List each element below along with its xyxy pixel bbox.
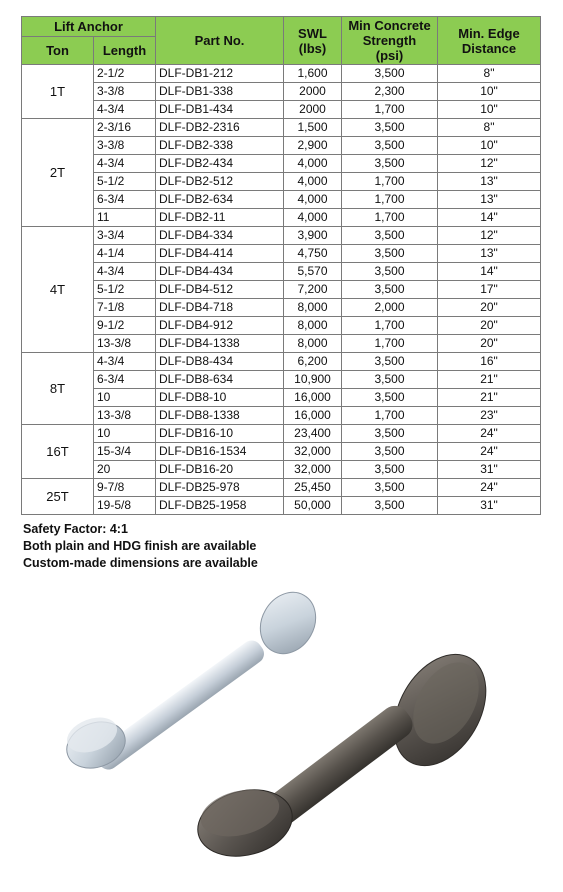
edge-distance-cell: 16" bbox=[438, 353, 541, 371]
edge-distance-cell: 20" bbox=[438, 317, 541, 335]
length-cell: 10 bbox=[94, 425, 156, 443]
edge-distance-cell: 8" bbox=[438, 65, 541, 83]
edge-distance-cell: 24" bbox=[438, 425, 541, 443]
part-no-cell: DLF-DB8-634 bbox=[156, 371, 284, 389]
safety-factor-note: Safety Factor: 4:1 bbox=[23, 522, 128, 536]
length-cell: 3-3/8 bbox=[94, 137, 156, 155]
concrete-strength-cell: 3,500 bbox=[342, 227, 438, 245]
edge-distance-cell: 31" bbox=[438, 497, 541, 515]
table-row bbox=[22, 65, 541, 83]
part-no-cell: DLF-DB1-338 bbox=[156, 83, 284, 101]
swl-header: SWL (lbs) bbox=[284, 17, 342, 65]
part-no-cell: DLF-DB2-338 bbox=[156, 137, 284, 155]
edge-distance-cell: 23" bbox=[438, 407, 541, 425]
length-cell: 7-1/8 bbox=[94, 299, 156, 317]
table-row bbox=[22, 317, 541, 335]
edge-distance-cell: 20" bbox=[438, 299, 541, 317]
part-no-cell: DLF-DB25-1958 bbox=[156, 497, 284, 515]
length-cell: 4-1/4 bbox=[94, 245, 156, 263]
swl-cell: 8,000 bbox=[284, 299, 342, 317]
length-cell: 10 bbox=[94, 389, 156, 407]
concrete-strength-cell: 1,700 bbox=[342, 335, 438, 353]
table-row bbox=[22, 371, 541, 389]
length-cell: 5-1/2 bbox=[94, 173, 156, 191]
table-row bbox=[22, 245, 541, 263]
part-no-header: Part No. bbox=[156, 17, 284, 65]
concrete-strength-cell: 3,500 bbox=[342, 281, 438, 299]
part-no-cell: DLF-DB16-10 bbox=[156, 425, 284, 443]
part-no-cell: DLF-DB4-912 bbox=[156, 317, 284, 335]
length-cell: 6-3/4 bbox=[94, 371, 156, 389]
swl-cell: 8,000 bbox=[284, 335, 342, 353]
edge-distance-cell: 24" bbox=[438, 479, 541, 497]
concrete-strength-cell: 1,700 bbox=[342, 173, 438, 191]
table-row bbox=[22, 173, 541, 191]
ton-cell: 2T bbox=[22, 119, 94, 227]
swl-cell: 1,600 bbox=[284, 65, 342, 83]
galvanized-anchor bbox=[60, 585, 326, 776]
concrete-strength-cell: 2,000 bbox=[342, 299, 438, 317]
part-no-cell: DLF-DB8-434 bbox=[156, 353, 284, 371]
length-cell: 9-7/8 bbox=[94, 479, 156, 497]
ton-cell: 16T bbox=[22, 425, 94, 479]
swl-cell: 2,900 bbox=[284, 137, 342, 155]
swl-cell: 16,000 bbox=[284, 407, 342, 425]
part-no-cell: DLF-DB4-334 bbox=[156, 227, 284, 245]
swl-cell: 7,200 bbox=[284, 281, 342, 299]
swl-cell: 3,900 bbox=[284, 227, 342, 245]
length-cell: 19-5/8 bbox=[94, 497, 156, 515]
table-body bbox=[22, 65, 541, 515]
edge-distance-cell: 12" bbox=[438, 155, 541, 173]
table-row bbox=[22, 443, 541, 461]
length-header: Length bbox=[94, 37, 156, 65]
ton-cell: 25T bbox=[22, 479, 94, 515]
swl-cell: 4,000 bbox=[284, 191, 342, 209]
swl-cell: 2000 bbox=[284, 83, 342, 101]
part-no-cell: DLF-DB8-10 bbox=[156, 389, 284, 407]
length-cell: 3-3/8 bbox=[94, 83, 156, 101]
table-row bbox=[22, 497, 541, 515]
min-concrete-strength-header: Min Concrete Strength (psi) bbox=[342, 17, 438, 65]
table-row bbox=[22, 209, 541, 227]
concrete-strength-cell: 3,500 bbox=[342, 137, 438, 155]
part-no-cell: DLF-DB2-512 bbox=[156, 173, 284, 191]
swl-cell: 1,500 bbox=[284, 119, 342, 137]
concrete-strength-cell: 3,500 bbox=[342, 245, 438, 263]
concrete-strength-cell: 1,700 bbox=[342, 317, 438, 335]
min-edge-distance-header: Min. Edge Distance bbox=[438, 17, 541, 65]
edge-distance-cell: 13" bbox=[438, 173, 541, 191]
edge-distance-cell: 13" bbox=[438, 191, 541, 209]
table-row bbox=[22, 191, 541, 209]
part-no-cell: DLF-DB4-1338 bbox=[156, 335, 284, 353]
part-no-cell: DLF-DB4-434 bbox=[156, 263, 284, 281]
edge-distance-cell: 31" bbox=[438, 461, 541, 479]
part-no-cell: DLF-DB2-434 bbox=[156, 155, 284, 173]
table-row bbox=[22, 155, 541, 173]
table-row bbox=[22, 119, 541, 137]
edge-distance-cell: 14" bbox=[438, 209, 541, 227]
part-no-cell: DLF-DB8-1338 bbox=[156, 407, 284, 425]
concrete-strength-cell: 3,500 bbox=[342, 443, 438, 461]
edge-distance-cell: 10" bbox=[438, 83, 541, 101]
concrete-strength-cell: 3,500 bbox=[342, 389, 438, 407]
table-row bbox=[22, 227, 541, 245]
length-cell: 2-3/16 bbox=[94, 119, 156, 137]
table-row bbox=[22, 335, 541, 353]
table-row bbox=[22, 407, 541, 425]
table-row bbox=[22, 389, 541, 407]
swl-cell: 16,000 bbox=[284, 389, 342, 407]
edge-distance-cell: 21" bbox=[438, 371, 541, 389]
swl-cell: 8,000 bbox=[284, 317, 342, 335]
part-no-cell: DLF-DB2-634 bbox=[156, 191, 284, 209]
table-row bbox=[22, 83, 541, 101]
part-no-cell: DLF-DB1-434 bbox=[156, 101, 284, 119]
concrete-strength-cell: 3,500 bbox=[342, 371, 438, 389]
swl-cell: 32,000 bbox=[284, 443, 342, 461]
concrete-strength-cell: 3,500 bbox=[342, 65, 438, 83]
length-cell: 9-1/2 bbox=[94, 317, 156, 335]
swl-cell: 50,000 bbox=[284, 497, 342, 515]
concrete-strength-cell: 3,500 bbox=[342, 461, 438, 479]
table-row bbox=[22, 299, 541, 317]
swl-cell: 6,200 bbox=[284, 353, 342, 371]
length-cell: 15-3/4 bbox=[94, 443, 156, 461]
concrete-strength-cell: 1,700 bbox=[342, 407, 438, 425]
ton-cell: 8T bbox=[22, 353, 94, 425]
custom-dimensions-note: Custom-made dimensions are available bbox=[23, 556, 258, 570]
lift-anchor-header: Lift Anchor bbox=[22, 17, 156, 37]
swl-cell: 2000 bbox=[284, 101, 342, 119]
concrete-strength-cell: 2,300 bbox=[342, 83, 438, 101]
edge-distance-cell: 8" bbox=[438, 119, 541, 137]
part-no-cell: DLF-DB1-212 bbox=[156, 65, 284, 83]
swl-cell: 32,000 bbox=[284, 461, 342, 479]
swl-cell: 4,000 bbox=[284, 209, 342, 227]
table-row bbox=[22, 479, 541, 497]
length-cell: 4-3/4 bbox=[94, 155, 156, 173]
length-cell: 13-3/8 bbox=[94, 335, 156, 353]
edge-distance-cell: 24" bbox=[438, 443, 541, 461]
ton-cell: 1T bbox=[22, 65, 94, 119]
table-row bbox=[22, 425, 541, 443]
edge-distance-cell: 12" bbox=[438, 227, 541, 245]
edge-distance-cell: 10" bbox=[438, 137, 541, 155]
part-no-cell: DLF-DB4-718 bbox=[156, 299, 284, 317]
concrete-strength-cell: 3,500 bbox=[342, 119, 438, 137]
finish-note: Both plain and HDG finish are available bbox=[23, 539, 257, 553]
table-row bbox=[22, 281, 541, 299]
concrete-strength-cell: 3,500 bbox=[342, 425, 438, 443]
edge-distance-cell: 10" bbox=[438, 101, 541, 119]
part-no-cell: DLF-DB4-414 bbox=[156, 245, 284, 263]
length-cell: 2-1/2 bbox=[94, 65, 156, 83]
concrete-strength-cell: 1,700 bbox=[342, 191, 438, 209]
edge-distance-cell: 14" bbox=[438, 263, 541, 281]
table-row bbox=[22, 263, 541, 281]
edge-distance-cell: 13" bbox=[438, 245, 541, 263]
length-cell: 3-3/4 bbox=[94, 227, 156, 245]
concrete-strength-cell: 3,500 bbox=[342, 479, 438, 497]
edge-distance-cell: 20" bbox=[438, 335, 541, 353]
ton-cell: 4T bbox=[22, 227, 94, 353]
concrete-strength-cell: 1,700 bbox=[342, 101, 438, 119]
swl-cell: 4,750 bbox=[284, 245, 342, 263]
concrete-strength-cell: 3,500 bbox=[342, 263, 438, 281]
length-cell: 6-3/4 bbox=[94, 191, 156, 209]
length-cell: 4-3/4 bbox=[94, 263, 156, 281]
swl-cell: 4,000 bbox=[284, 155, 342, 173]
concrete-strength-cell: 3,500 bbox=[342, 155, 438, 173]
table-row bbox=[22, 137, 541, 155]
lift-anchor-photo bbox=[40, 585, 510, 885]
lift-anchor-spec-table bbox=[21, 16, 541, 515]
part-no-cell: DLF-DB4-512 bbox=[156, 281, 284, 299]
length-cell: 4-3/4 bbox=[94, 101, 156, 119]
part-no-cell: DLF-DB2-11 bbox=[156, 209, 284, 227]
part-no-cell: DLF-DB2-2316 bbox=[156, 119, 284, 137]
swl-cell: 5,570 bbox=[284, 263, 342, 281]
length-cell: 11 bbox=[94, 209, 156, 227]
concrete-strength-cell: 3,500 bbox=[342, 497, 438, 515]
part-no-cell: DLF-DB16-20 bbox=[156, 461, 284, 479]
length-cell: 5-1/2 bbox=[94, 281, 156, 299]
length-cell: 20 bbox=[94, 461, 156, 479]
part-no-cell: DLF-DB16-1534 bbox=[156, 443, 284, 461]
swl-cell: 10,900 bbox=[284, 371, 342, 389]
swl-cell: 23,400 bbox=[284, 425, 342, 443]
part-no-cell: DLF-DB25-978 bbox=[156, 479, 284, 497]
length-cell: 13-3/8 bbox=[94, 407, 156, 425]
table-row bbox=[22, 353, 541, 371]
notes bbox=[23, 521, 258, 572]
edge-distance-cell: 21" bbox=[438, 389, 541, 407]
length-cell: 4-3/4 bbox=[94, 353, 156, 371]
table-row bbox=[22, 461, 541, 479]
swl-cell: 4,000 bbox=[284, 173, 342, 191]
concrete-strength-cell: 3,500 bbox=[342, 353, 438, 371]
edge-distance-cell: 17" bbox=[438, 281, 541, 299]
swl-cell: 25,450 bbox=[284, 479, 342, 497]
table-row bbox=[22, 101, 541, 119]
concrete-strength-cell: 1,700 bbox=[342, 209, 438, 227]
ton-header: Ton bbox=[22, 37, 94, 65]
